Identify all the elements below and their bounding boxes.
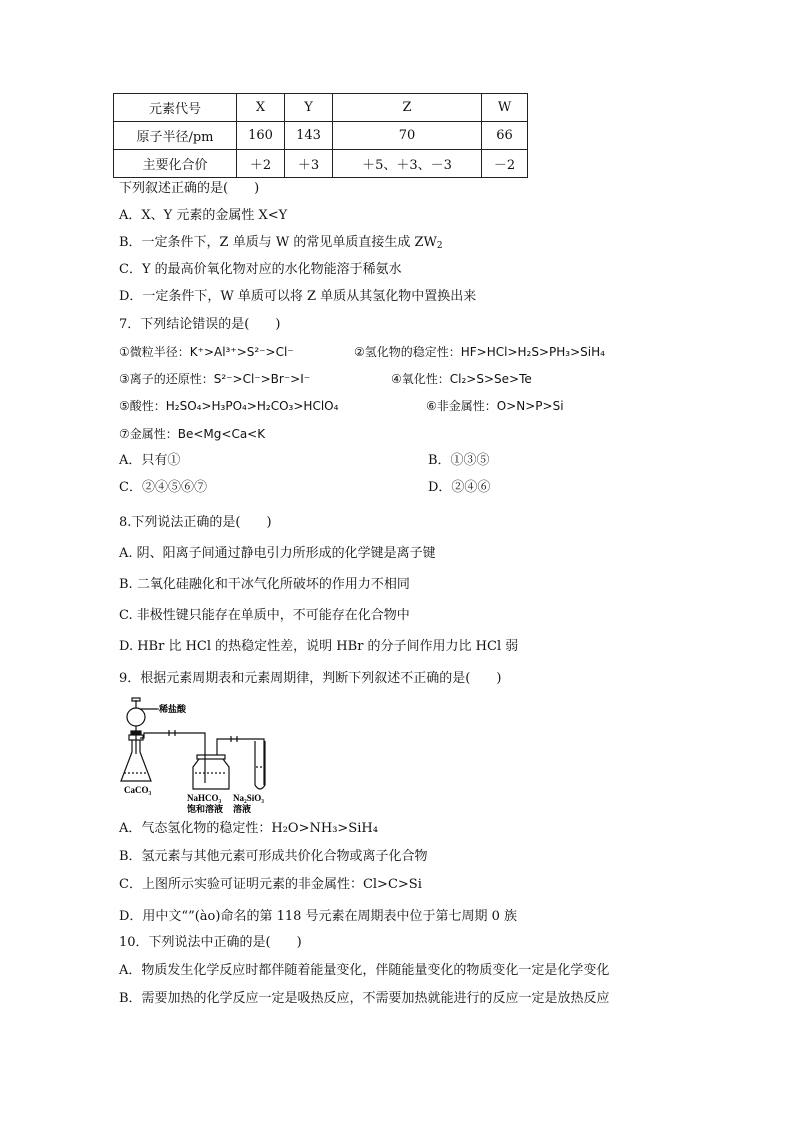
- table-cell: 元素代号: [114, 94, 237, 122]
- option-b: B．氢元素与其他元素可形成共价化合物或离子化合物: [119, 849, 428, 864]
- table-cell: 主要化合价: [114, 150, 237, 178]
- table-cell: X: [237, 94, 285, 122]
- connecting-tube: [217, 739, 264, 785]
- table-cell: ＋2: [237, 150, 285, 178]
- table-cell: 66: [482, 122, 528, 150]
- label-flask: CaCO₃: [124, 785, 152, 795]
- option-c: C．Y 的最高价氧化物对应的水化物能溶于稀氨水: [119, 262, 402, 277]
- table-cell: ＋3: [285, 150, 333, 178]
- funnel-bulb: [127, 708, 145, 726]
- label-bottle: NaHCO₃: [187, 793, 222, 803]
- option-a: A．物质发生化学反应时都伴随着能量变化，伴随能量变化的物质变化一定是化学变化: [119, 963, 610, 978]
- option-a: A．X、Y 元素的金属性 X<Y: [119, 208, 288, 223]
- option-text: ”(ào)命名的第 118 号元素在周期表中位于第七周期 0 族: [188, 909, 518, 924]
- option-d: D. HBr 比 HCl 的热稳定性差，说明 HBr 的分子间作用力比 HCl 弱: [119, 639, 519, 654]
- connecting-tube: [140, 733, 205, 753]
- label-tube: Na₂SiO₃: [233, 793, 264, 803]
- option-a: A．气态氢化物的稳定性：H₂O>NH₃>SiH₄: [119, 821, 378, 836]
- question-stem: 10．下列说法中正确的是( ): [119, 935, 302, 950]
- statement-2: ②氢化物的稳定性：HF>HCl>H₂S>PH₃>SiH₄: [354, 345, 605, 359]
- statement-6: ⑥非金属性：O>N>P>Si: [426, 399, 564, 413]
- option-a: A. 阴、阳离子间通过静电引力所形成的化学键是离子键: [119, 546, 436, 561]
- option-b: B．①③⑤: [428, 453, 490, 468]
- question-stem: 9．根据元素周期表和元素周期律，判断下列叙述不正确的是( ): [119, 671, 502, 686]
- label-acid: 稀盐酸: [159, 704, 187, 714]
- question-stem: 8.下列说法正确的是( ): [119, 515, 272, 530]
- option-d: [119, 904, 517, 926]
- subscript: 2: [436, 241, 443, 251]
- table-cell: －2: [482, 150, 528, 178]
- option-c: C．②④⑤⑥⑦: [119, 480, 207, 495]
- statement-1: ①微粒半径：K⁺>Al³⁺>S²⁻>Cl⁻: [119, 345, 294, 359]
- table-row: [114, 150, 528, 178]
- label-tube-b: 溶液: [233, 804, 252, 814]
- statement-5: ⑤酸性：H₂SO₄>H₃PO₄>H₂CO₃>HClO₄: [119, 399, 339, 413]
- table-cell: Z: [333, 94, 482, 122]
- option-d: D．②④⑥: [428, 480, 491, 495]
- table-cell: W: [482, 94, 528, 122]
- option-c: C．上图所示实验可证明元素的非金属性：Cl>C>Si: [119, 877, 422, 892]
- table-row: [114, 94, 528, 122]
- option-a: A．只有①: [119, 453, 181, 468]
- table-cell: 原子半径/pm: [114, 122, 237, 150]
- element-table: [113, 93, 528, 178]
- option-b: B. 二氧化硅融化和干冰气化所破坏的作用力不相同: [119, 577, 410, 592]
- table-cell: 70: [333, 122, 482, 150]
- table-cell: Y: [285, 94, 333, 122]
- option-c: C. 非极性键只能存在单质中，不可能存在化合物中: [119, 608, 410, 623]
- option-b: [119, 234, 443, 255]
- experiment-apparatus-diagram: [119, 697, 289, 817]
- option-b: B．需要加热的化学反应一定是吸热反应，不需要加热就能进行的反应一定是放热反应: [119, 991, 610, 1006]
- option-text: D．用中文“: [119, 909, 189, 924]
- question-stem: 下列叙述正确的是( ): [119, 181, 260, 196]
- washing-bottle: [193, 759, 229, 789]
- option-d: D．一定条件下，W 单质可以将 Z 单质从其氢化物中置换出来: [119, 289, 477, 304]
- statement-7: ⑦金属性：Be<Mg<Ca<K: [119, 427, 266, 441]
- table-cell: 143: [285, 122, 333, 150]
- table-cell: ＋5、＋3、－3: [333, 150, 482, 178]
- table-row: [114, 122, 528, 150]
- table-cell: 160: [237, 122, 285, 150]
- question-stem: 7．下列结论错误的是( ): [119, 317, 281, 332]
- option-text: B．一定条件下，Z 单质与 W 的常见单质直接生成 ZW: [119, 235, 437, 250]
- label-bottle-b: 饱和溶液: [187, 804, 224, 814]
- statement-3: ③离子的还原性：S²⁻>Cl⁻>Br⁻>I⁻: [119, 372, 311, 386]
- bottle-stopper: [197, 755, 225, 759]
- statement-4: ④氧化性：Cl₂>S>Se>Te: [391, 372, 532, 386]
